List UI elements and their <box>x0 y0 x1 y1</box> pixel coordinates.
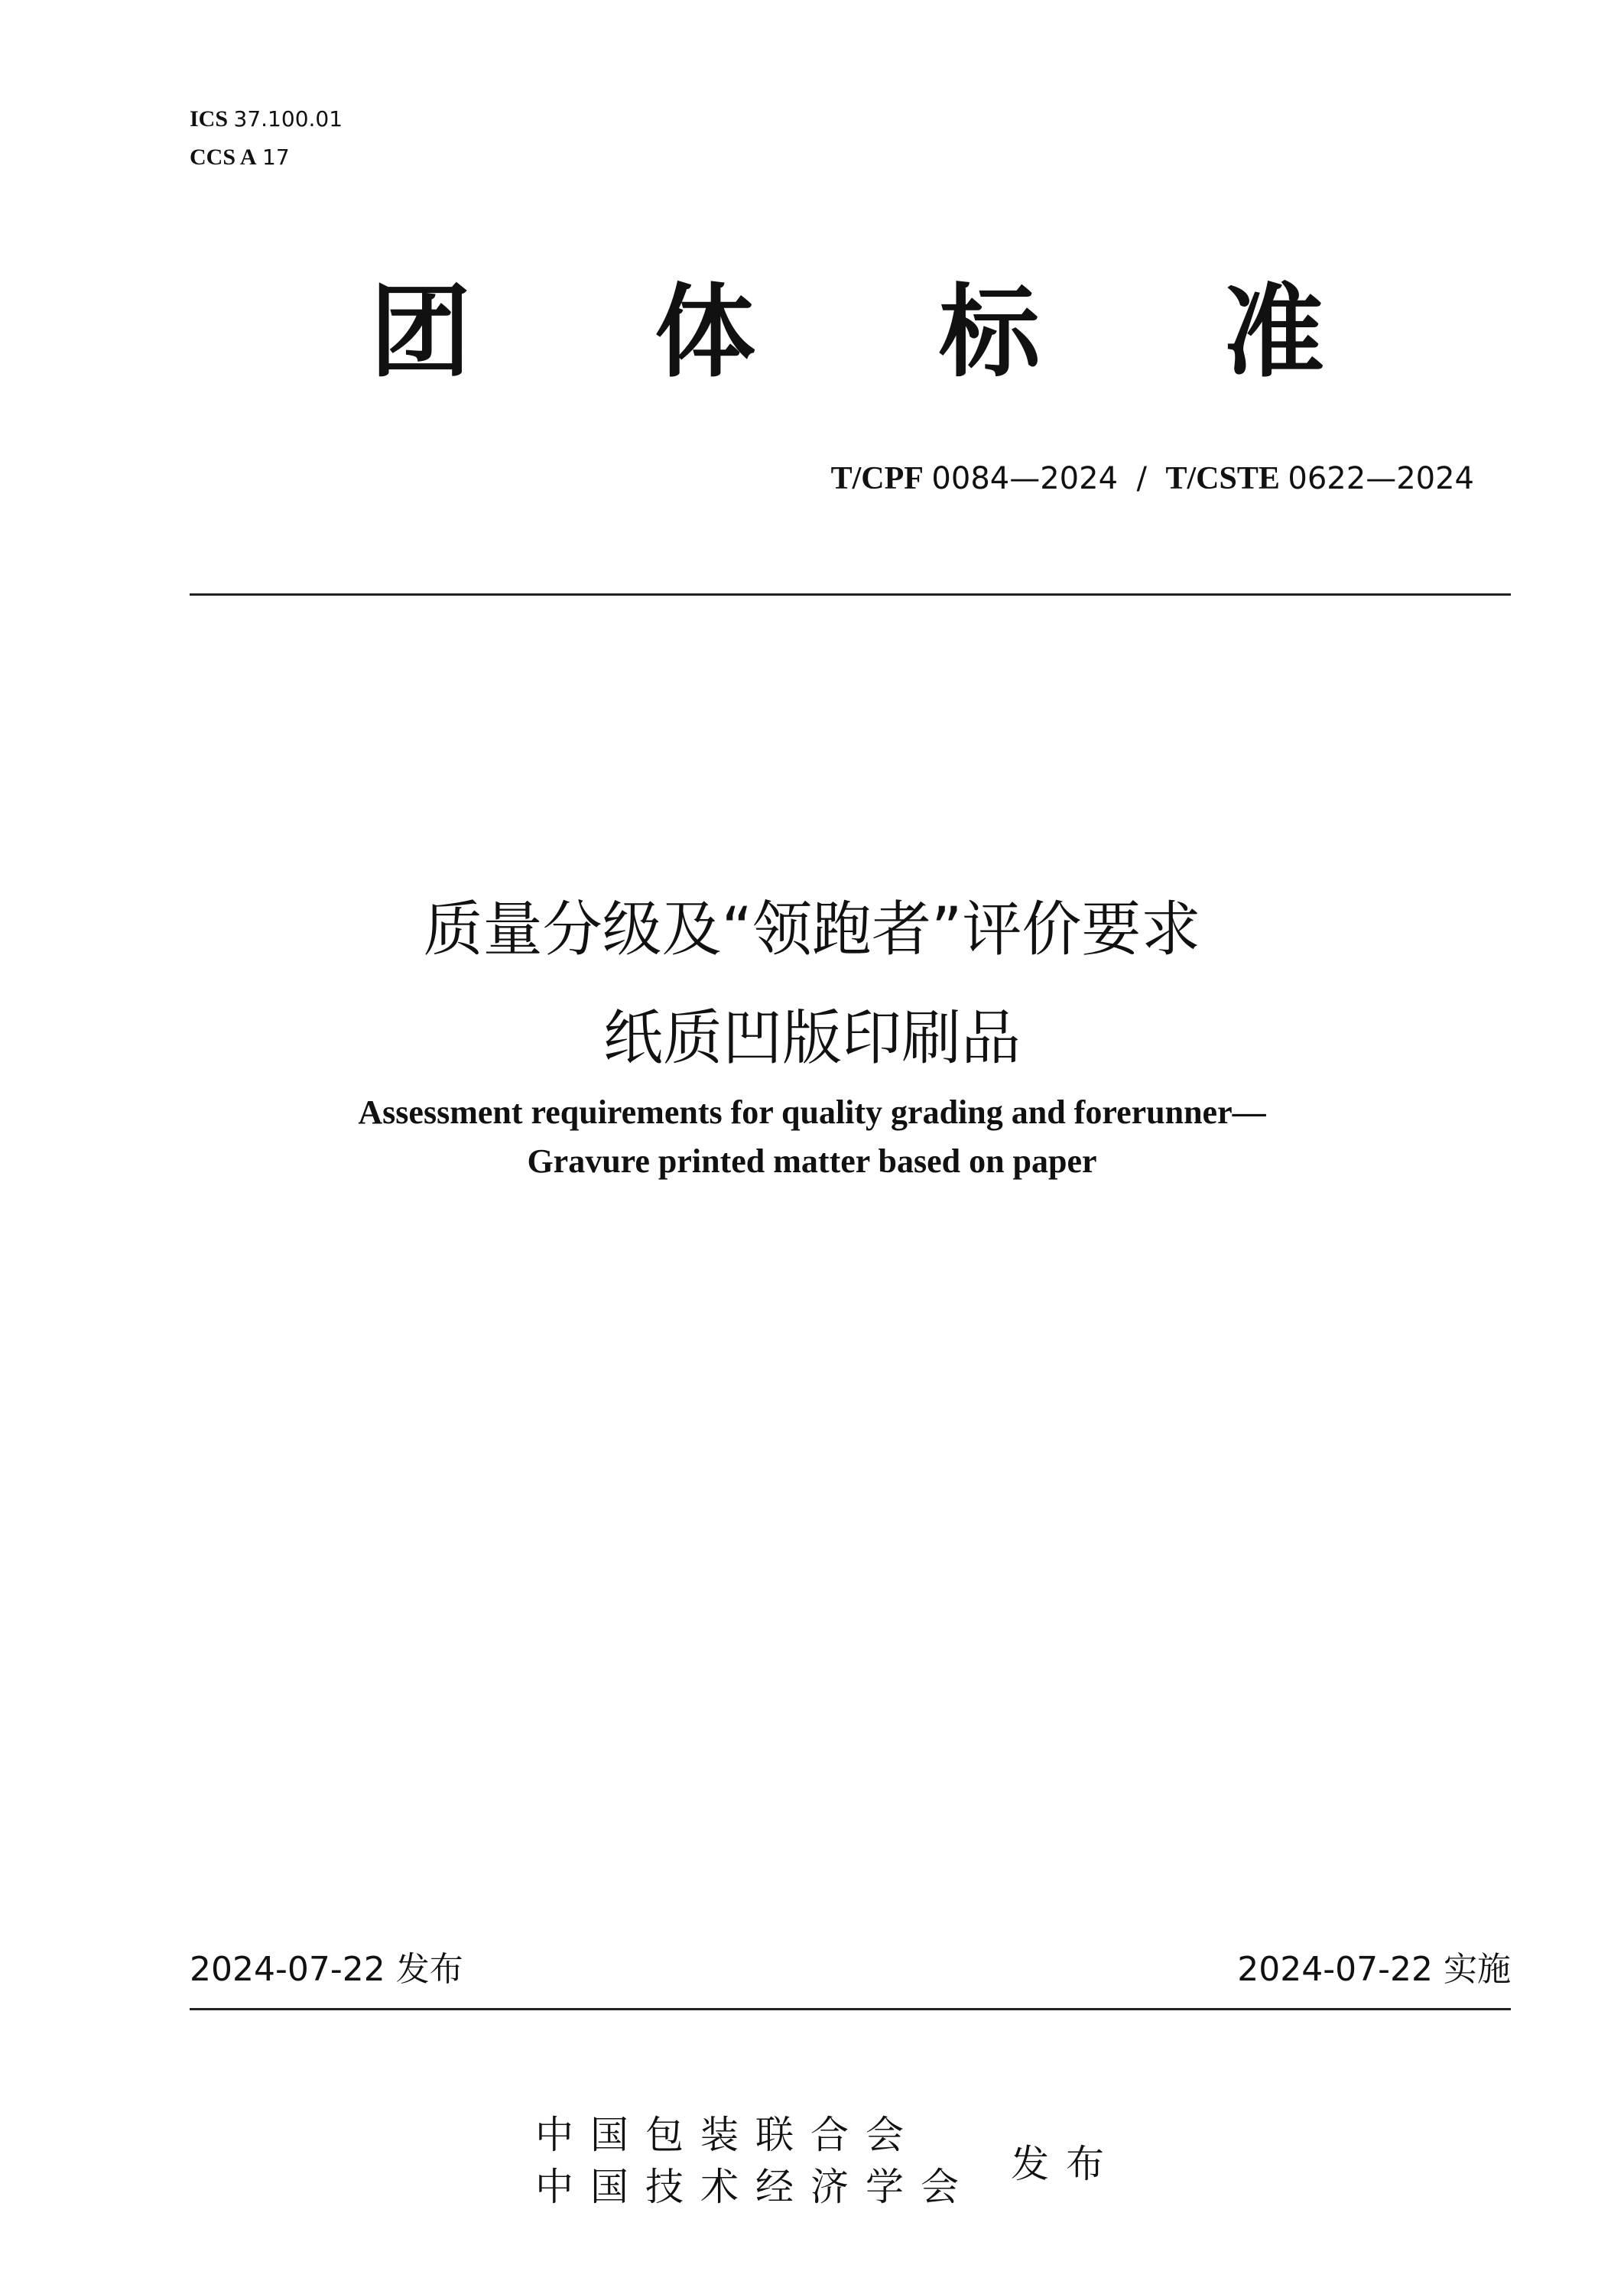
heading-char-1: 团 <box>370 274 471 392</box>
ics-number: 37.100.01 <box>233 106 343 132</box>
heading-char-3: 标 <box>939 274 1040 392</box>
bottom-divider <box>190 2008 1511 2010</box>
cste-prefix: T/CSTE <box>1165 461 1280 496</box>
ccs-code <box>190 144 290 171</box>
english-title-line-1: Assessment requirements for quality grading and forerunner— <box>358 1093 1266 1131</box>
issue-date: 2024-07-22 发布 <box>190 1950 463 1989</box>
publish-label: 发布 <box>1011 2142 1121 2186</box>
chinese-title-line-1: 质量分级及“领跑者”评价要求 <box>423 895 1201 964</box>
cpf-prefix: T/CPF <box>830 461 924 496</box>
chinese-title-line-2: 纸质凹版印刷品 <box>603 1004 1021 1073</box>
heading-char-4: 准 <box>1223 274 1324 392</box>
standard-numbers <box>831 457 1474 500</box>
top-divider <box>190 593 1511 596</box>
english-title-line-2: Gravure printed matter based on paper <box>527 1142 1097 1180</box>
heading-char-2: 体 <box>654 274 755 392</box>
ics-code <box>190 106 343 133</box>
issuer-packaging-federation: 中国包装联合会 <box>535 2113 921 2157</box>
ccs-number: 17 <box>262 145 290 170</box>
issuer-technology-economics-society: 中国技术经济学会 <box>535 2165 976 2209</box>
cpf-number: 0084—2024 <box>931 461 1119 496</box>
ccs-label: CCS A <box>190 145 257 170</box>
ics-label: ICS <box>190 106 229 132</box>
cste-number: 0622—2024 <box>1288 461 1474 496</box>
number-separator: / <box>1136 461 1147 496</box>
implementation-date: 2024-07-22 实施 <box>1237 1950 1511 1989</box>
